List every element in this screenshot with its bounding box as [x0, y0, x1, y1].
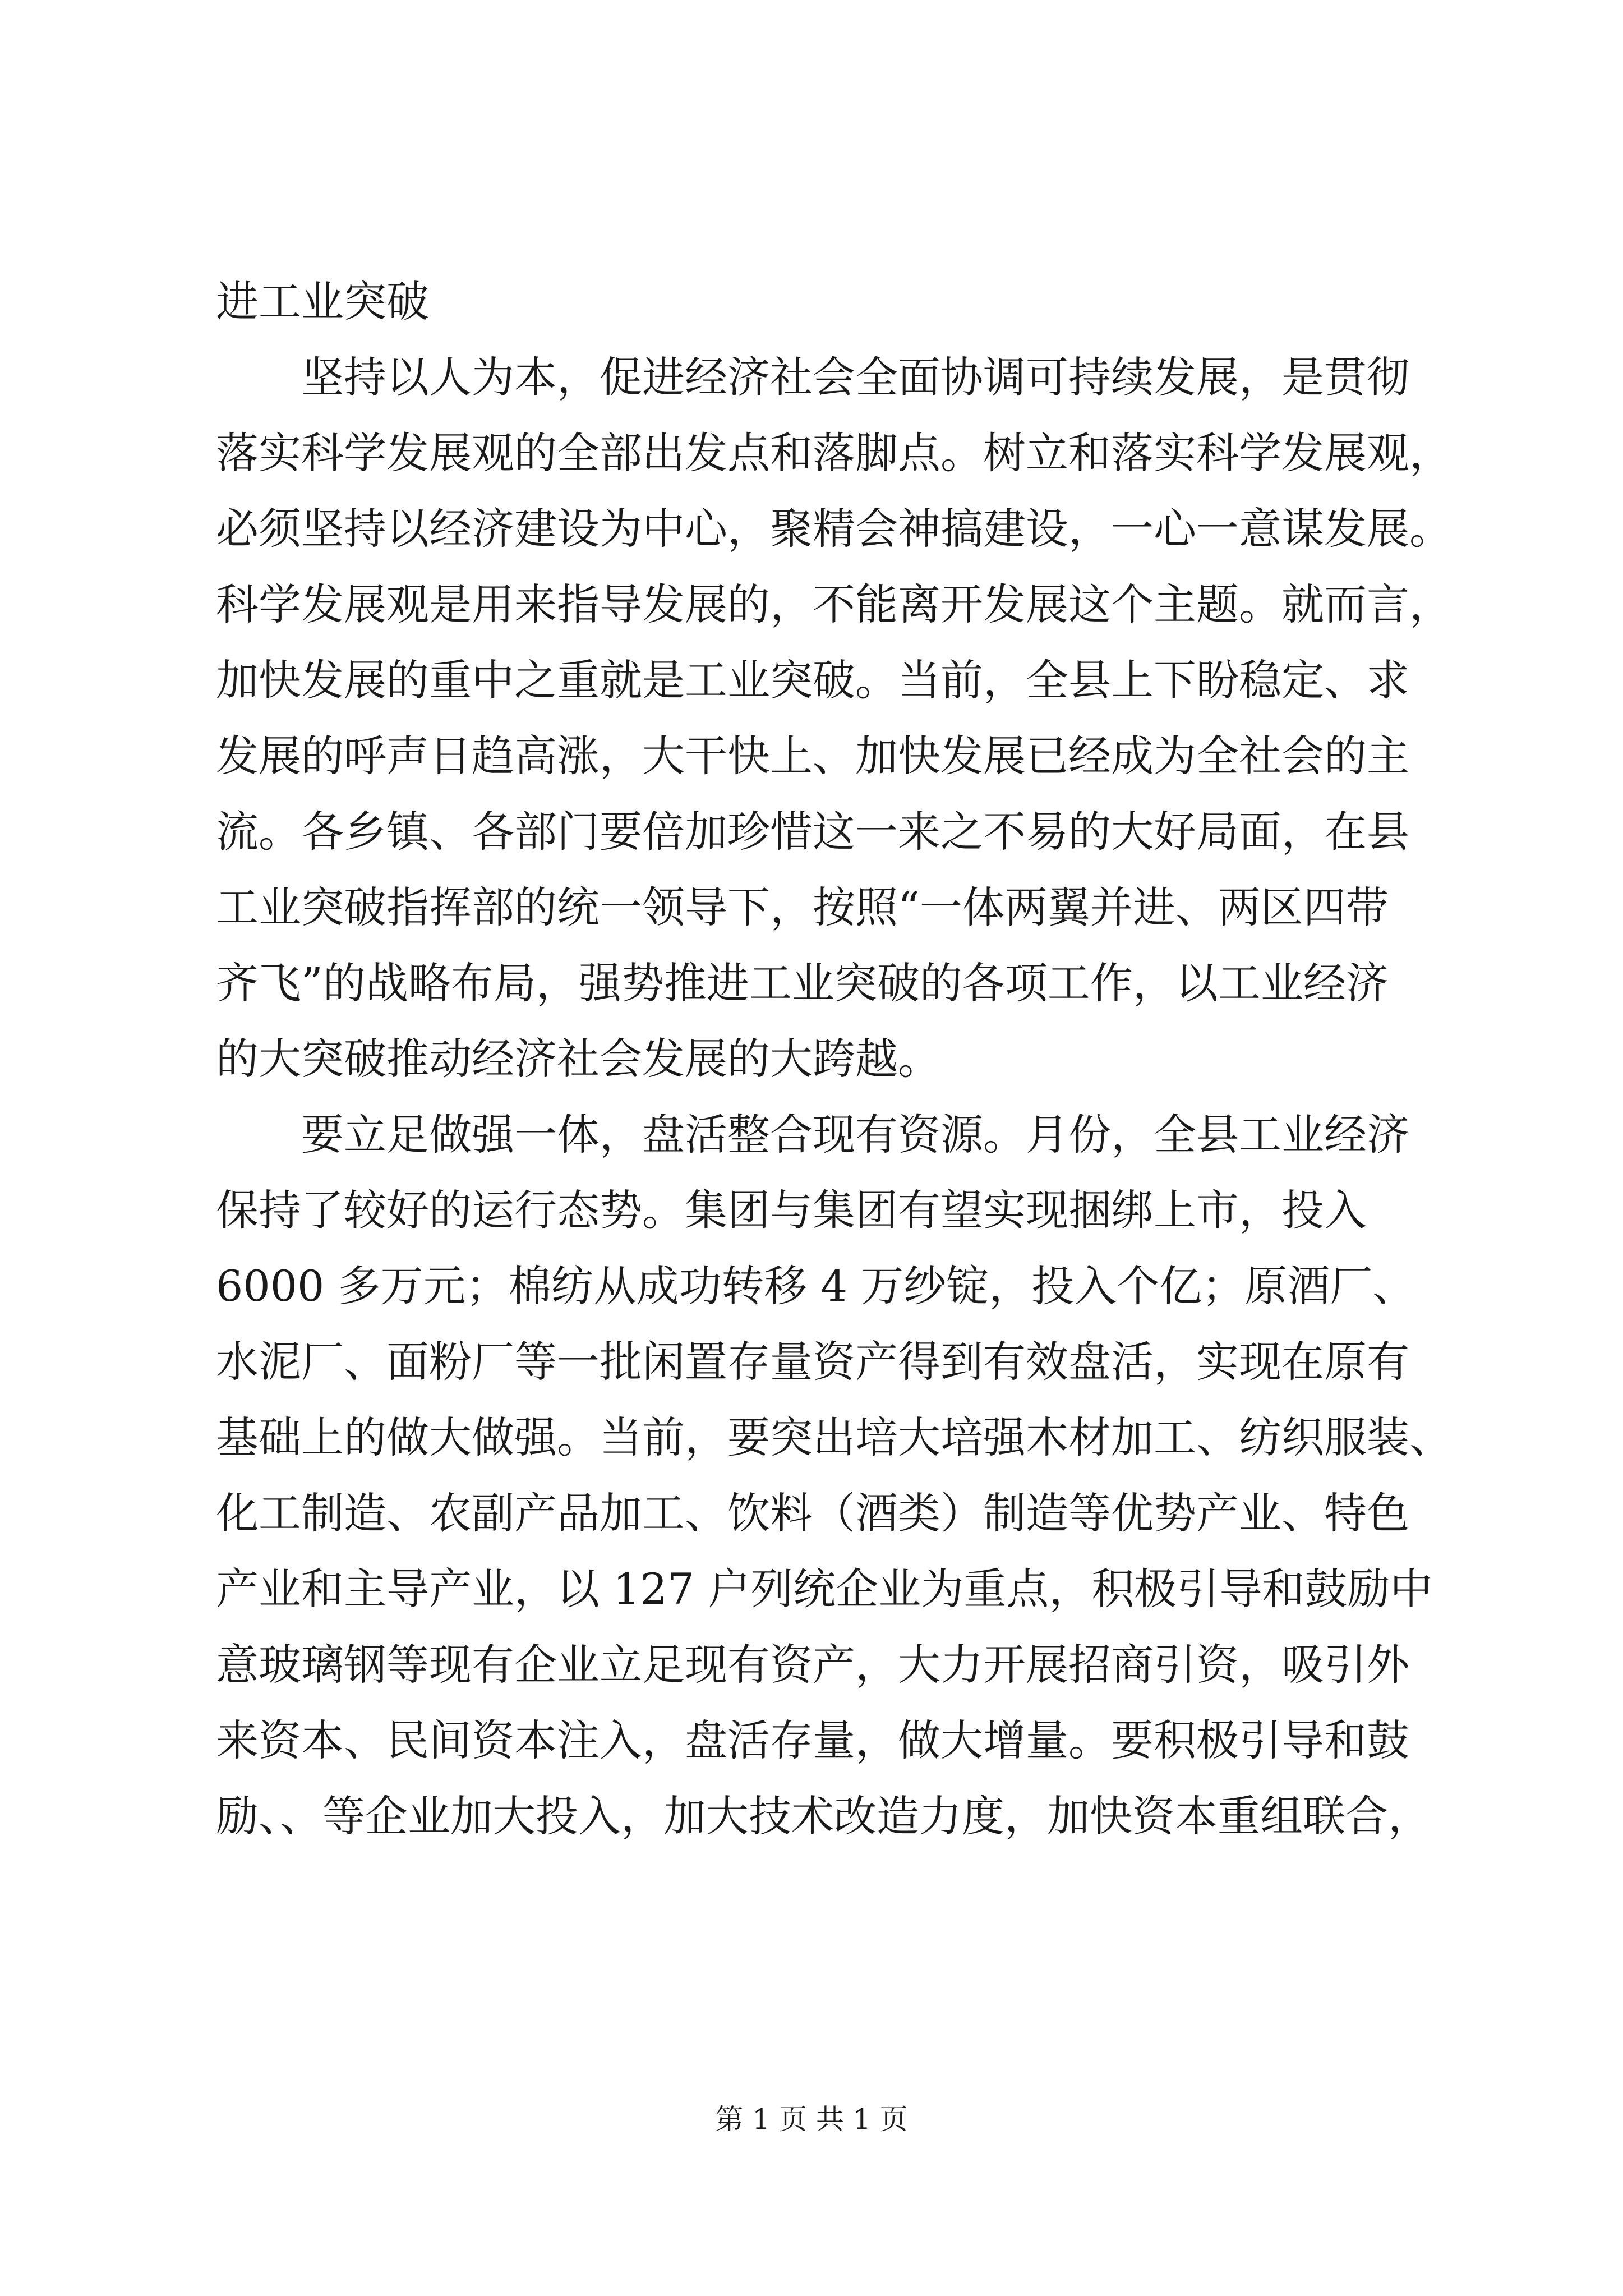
text-line: 坚持以人为本，促进经济社会全面协调可持续发展，是贯彻 [301, 352, 1409, 402]
text-line: 的大突破推动经济社会发展的大跨越。 [216, 1034, 940, 1084]
text-line: 意玻璃钢等现有企业立足现有资产，大力开展招商引资，吸引外 [216, 1640, 1409, 1690]
text-line: 发展的呼声日趋高涨，大干快上、加快发展已经成为全社会的主 [216, 731, 1409, 781]
text-line: 化工制造、农副产品加工、饮料（酒类）制造等优势产业、特色 [216, 1488, 1409, 1538]
text-line: 励、、等企业加大投入，加大技术改造力度，加快资本重组联合， [216, 1791, 1431, 1841]
page-number: 第 1 页 共 1 页 [715, 2103, 908, 2136]
text-line: 进工业突破 [216, 277, 429, 326]
text-line: 必须坚持以经济建设为中心，聚精会神搞建设，一心一意谋发展。 [216, 504, 1452, 554]
text-line: 产业和主导产业，以 127 户列统企业为重点，积极引导和鼓励中 [216, 1564, 1433, 1614]
text-line: 科学发展观是用来指导发展的，不能离开发展这个主题。就而言， [216, 579, 1452, 629]
text-line: 加快发展的重中之重就是工业突破。当前，全县上下盼稳定、求 [216, 655, 1409, 705]
text-line: 6000 多万元；棉纺从成功转移 4 万纱锭，投入个亿；原酒厂、 [216, 1261, 1415, 1311]
page-footer [0, 2097, 1623, 2137]
text-line: 工业突破指挥部的统一领导下，按照“一体两翼并进、两区四带 [216, 882, 1389, 932]
text-line: 保持了较好的运行态势。集团与集团有望实现捆绑上市，投入 [216, 1185, 1367, 1235]
body-text [216, 264, 1452, 1854]
text-line: 要立足做强一体，盘活整合现有资源。月份，全县工业经济 [301, 1110, 1409, 1159]
text-line: 齐飞”的战略布局，强势推进工业突破的各项工作，以工业经济 [216, 958, 1389, 1008]
text-line: 来资本、民间资本注入，盘活存量，做大增量。要积极引导和鼓 [216, 1715, 1409, 1765]
text-line: 水泥厂、面粉厂等一批闲置存量资产得到有效盘活，实现在原有 [216, 1337, 1409, 1387]
text-line: 流。各乡镇、各部门要倍加珍惜这一来之不易的大好局面，在县 [216, 807, 1409, 857]
text-line: 基础上的做大做强。当前，要突出培大培强木材加工、纺织服装、 [216, 1412, 1452, 1462]
text-line: 落实科学发展观的全部出发点和落脚点。树立和落实科学发展观， [216, 428, 1452, 478]
